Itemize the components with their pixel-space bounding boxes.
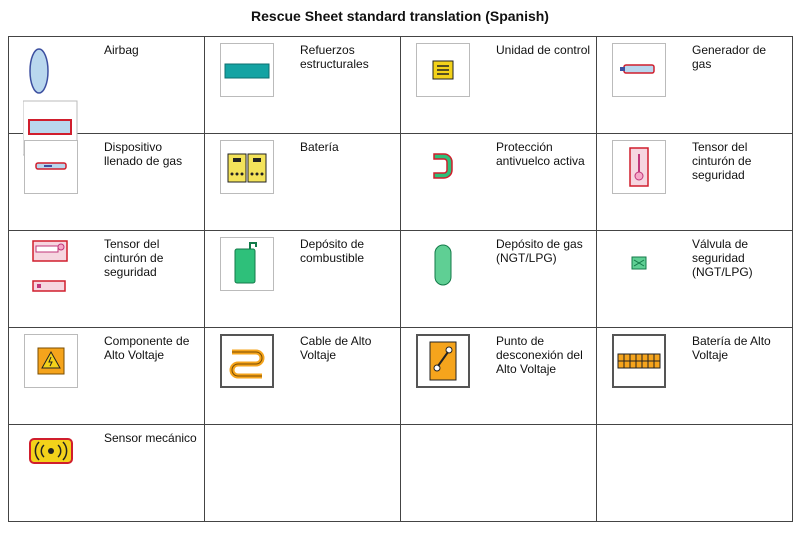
table-cell (205, 134, 401, 231)
symbol-label: Tensor del cinturón de seguridad (104, 237, 164, 279)
empty-cell (597, 425, 793, 522)
symbol-label: Tensor del cinturón de seguridad (692, 140, 752, 182)
table-cell (597, 328, 793, 425)
gas-filled-device-icon (24, 140, 78, 194)
table-cell (597, 37, 793, 134)
table-cell (401, 134, 597, 231)
table-cell (401, 328, 597, 425)
symbol-label: Protección antivuelco activa (496, 140, 585, 168)
symbol-label: Cable de Alto Voltaje (300, 334, 372, 362)
table-cell (9, 134, 205, 231)
symbol-label: Sensor mecánico (104, 431, 197, 445)
symbol-label: Componente de Alto Voltaje (104, 334, 190, 362)
symbol-label: Depósito de combustible (300, 237, 365, 265)
symbol-label: Batería de Alto Voltaje (692, 334, 771, 362)
symbol-table (8, 36, 793, 522)
high-voltage-disconnect-icon (416, 334, 470, 388)
table-cell (597, 231, 793, 328)
gas-generator-icon (612, 43, 666, 97)
structural-reinforcement-icon (220, 43, 274, 97)
rollover-protection-icon (416, 140, 470, 194)
table-cell (9, 425, 205, 522)
high-voltage-component-icon (24, 334, 78, 388)
seatbelt-tensioner-icon (612, 140, 666, 194)
symbol-label: Refuerzos estructurales (300, 43, 369, 71)
symbol-label: Válvula de seguridad (NGT/LPG) (692, 237, 753, 279)
gas-tank-icon (416, 237, 470, 291)
table-cell (9, 328, 205, 425)
high-voltage-cable-icon (220, 334, 274, 388)
symbol-label: Punto de desconexión del Alto Voltaje (496, 334, 583, 376)
seatbelt-tensioner-2-icon (27, 237, 77, 299)
table-cell (401, 231, 597, 328)
high-voltage-battery-icon (612, 334, 666, 388)
empty-cell (401, 425, 597, 522)
table-cell (401, 37, 597, 134)
table-cell (205, 231, 401, 328)
symbol-label: Unidad de control (496, 43, 591, 57)
table-cell (205, 328, 401, 425)
mechanical-sensor-icon (24, 431, 78, 471)
table-cell (597, 134, 793, 231)
table-cell (9, 37, 205, 134)
page-title: Rescue Sheet standard translation (Spanish) (251, 8, 549, 24)
symbol-label: Airbag (104, 43, 139, 57)
table-cell (9, 231, 205, 328)
battery-icon (220, 140, 274, 194)
safety-valve-icon (612, 237, 666, 291)
symbol-label: Depósito de gas (NGT/LPG) (496, 237, 583, 265)
empty-cell (205, 425, 401, 522)
fuel-tank-icon (220, 237, 274, 291)
symbol-label: Dispositivo llenado de gas (104, 140, 183, 168)
control-unit-icon (416, 43, 470, 97)
symbol-label: Batería (300, 140, 339, 154)
table-cell (205, 37, 401, 134)
symbol-label: Generador de gas (692, 43, 767, 71)
